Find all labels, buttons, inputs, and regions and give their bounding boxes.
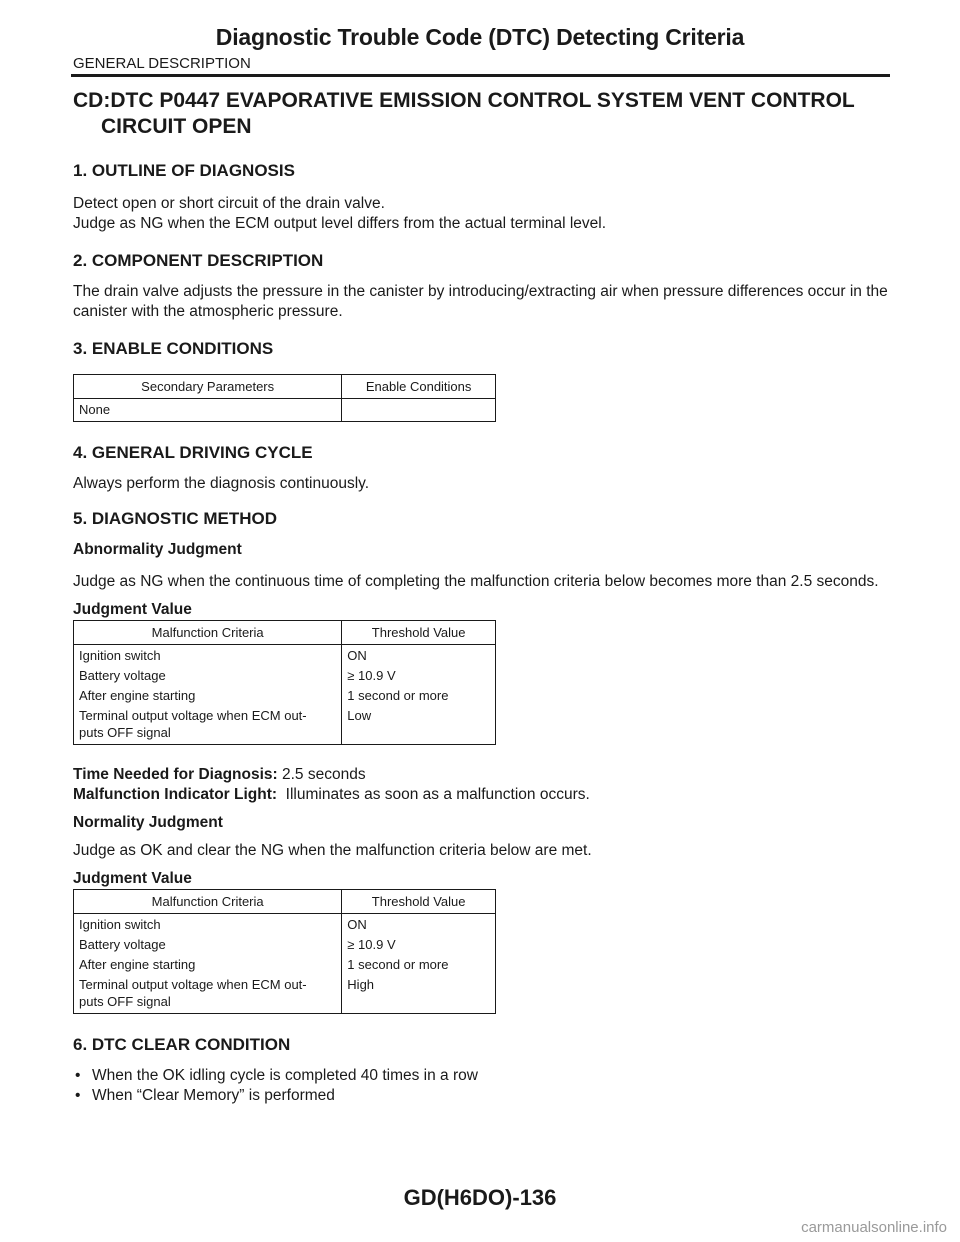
table-cell: Ignition switch <box>74 645 342 666</box>
time-needed-line <box>73 765 893 785</box>
table-header-cell: Secondary Parameters <box>74 375 342 399</box>
table-header-cell: Malfunction Criteria <box>74 890 342 914</box>
section-heading-diagnostic-method: 5. DIAGNOSTIC METHOD <box>73 509 278 528</box>
mil-line <box>73 785 893 805</box>
table-row <box>74 399 496 422</box>
section-heading-component: 2. COMPONENT DESCRIPTION <box>73 251 324 270</box>
table-cell: Battery voltage <box>74 665 342 685</box>
table-header-cell: Threshold Value <box>342 621 496 645</box>
table-row <box>74 645 496 666</box>
table-header-cell: Enable Conditions <box>342 375 496 399</box>
outline-line-2: Judge as NG when the ECM output level differs from the actual terminal level. <box>73 215 607 232</box>
page-number: GD(H6DO)-136 <box>403 1185 557 1210</box>
table-cell: None <box>74 399 342 422</box>
list-item <box>73 1066 893 1086</box>
table-cell: ON <box>342 645 496 666</box>
bullet-icon: • <box>75 1067 81 1084</box>
normality-judgment-table <box>73 889 496 1014</box>
table-header-cell: Malfunction Criteria <box>74 621 342 645</box>
document-title: CD:DTC P0447 EVAPORATIVE EMISSION CONTROL SYSTEM VENT CONTROL CIRCUIT OPEN <box>73 89 855 138</box>
abnormality-judgment-heading: Abnormality Judgment <box>73 541 242 558</box>
component-description: The drain valve adjusts the pressure in the canister by introducing/extracting air when pressure differences occur in the canister with the atmospheric pressure. <box>73 283 888 320</box>
outline-line-1: Detect open or short circuit of the drain valve. <box>73 195 385 212</box>
table-header-row <box>74 375 496 399</box>
table-cell: Ignition switch <box>74 914 342 935</box>
table-row <box>74 914 496 935</box>
normality-judgment-text: Judge as OK and clear the NG when the malfunction criteria below are met. <box>73 842 592 859</box>
watermark: carmanualsonline.info <box>801 1219 947 1236</box>
list-item-text: When the OK idling cycle is completed 40 times in a row <box>92 1067 478 1084</box>
list-item <box>73 1086 893 1106</box>
list-item-text: When “Clear Memory” is performed <box>92 1087 335 1104</box>
table-cell: ≥ 10.9 V <box>342 934 496 954</box>
time-needed-label: Time Needed for Diagnosis: <box>73 766 278 783</box>
table-row <box>74 705 496 745</box>
mil-value: Illuminates as soon as a malfunction occurs. <box>277 786 590 803</box>
section-heading-outline: 1. OUTLINE OF DIAGNOSIS <box>73 161 295 180</box>
section-heading-driving-cycle: 4. GENERAL DRIVING CYCLE <box>73 443 313 462</box>
table-cell: ON <box>342 914 496 935</box>
table-cell: ≥ 10.9 V <box>342 665 496 685</box>
section-heading-dtc-clear: 6. DTC CLEAR CONDITION <box>73 1035 291 1054</box>
bullet-icon: • <box>75 1087 81 1104</box>
table-cell: After engine starting <box>74 685 342 705</box>
table-cell: After engine starting <box>74 954 342 974</box>
time-needed-value: 2.5 seconds <box>277 766 366 783</box>
table-cell: Battery voltage <box>74 934 342 954</box>
table-header-row <box>74 890 496 914</box>
table-cell: Terminal output voltage when ECM out- puts OFF signal <box>74 974 342 1014</box>
table-row <box>74 665 496 685</box>
table-row <box>74 934 496 954</box>
page-header-subtitle: GENERAL DESCRIPTION <box>73 55 251 72</box>
section-heading-enable: 3. ENABLE CONDITIONS <box>73 339 274 358</box>
table-cell: Low <box>342 705 496 745</box>
table-row <box>74 974 496 1014</box>
mil-label: Malfunction Indicator Light: <box>73 786 278 803</box>
abnormality-judgment-text: Judge as NG when the continuous time of completing the malfunction criteria below becomes more than 2.5 seconds. <box>73 573 879 590</box>
driving-cycle-text: Always perform the diagnosis continuously. <box>73 475 370 492</box>
judgment-value-label: Judgment Value <box>73 601 192 618</box>
enable-conditions-table <box>73 374 496 422</box>
document-body <box>73 88 893 1106</box>
judgment-value-label: Judgment Value <box>73 870 192 887</box>
table-cell <box>342 399 496 422</box>
table-header-row <box>74 621 496 645</box>
table-cell: 1 second or more <box>342 685 496 705</box>
table-row <box>74 685 496 705</box>
page-header-title: Diagnostic Trouble Code (DTC) Detecting Criteria <box>215 24 745 50</box>
normality-judgment-heading: Normality Judgment <box>73 814 223 831</box>
table-cell: High <box>342 974 496 1014</box>
table-cell: 1 second or more <box>342 954 496 974</box>
table-row <box>74 954 496 974</box>
abnormality-judgment-table <box>73 620 496 745</box>
table-header-cell: Threshold Value <box>342 890 496 914</box>
header-rule <box>71 74 890 77</box>
table-cell: Terminal output voltage when ECM out- puts OFF signal <box>74 705 342 745</box>
